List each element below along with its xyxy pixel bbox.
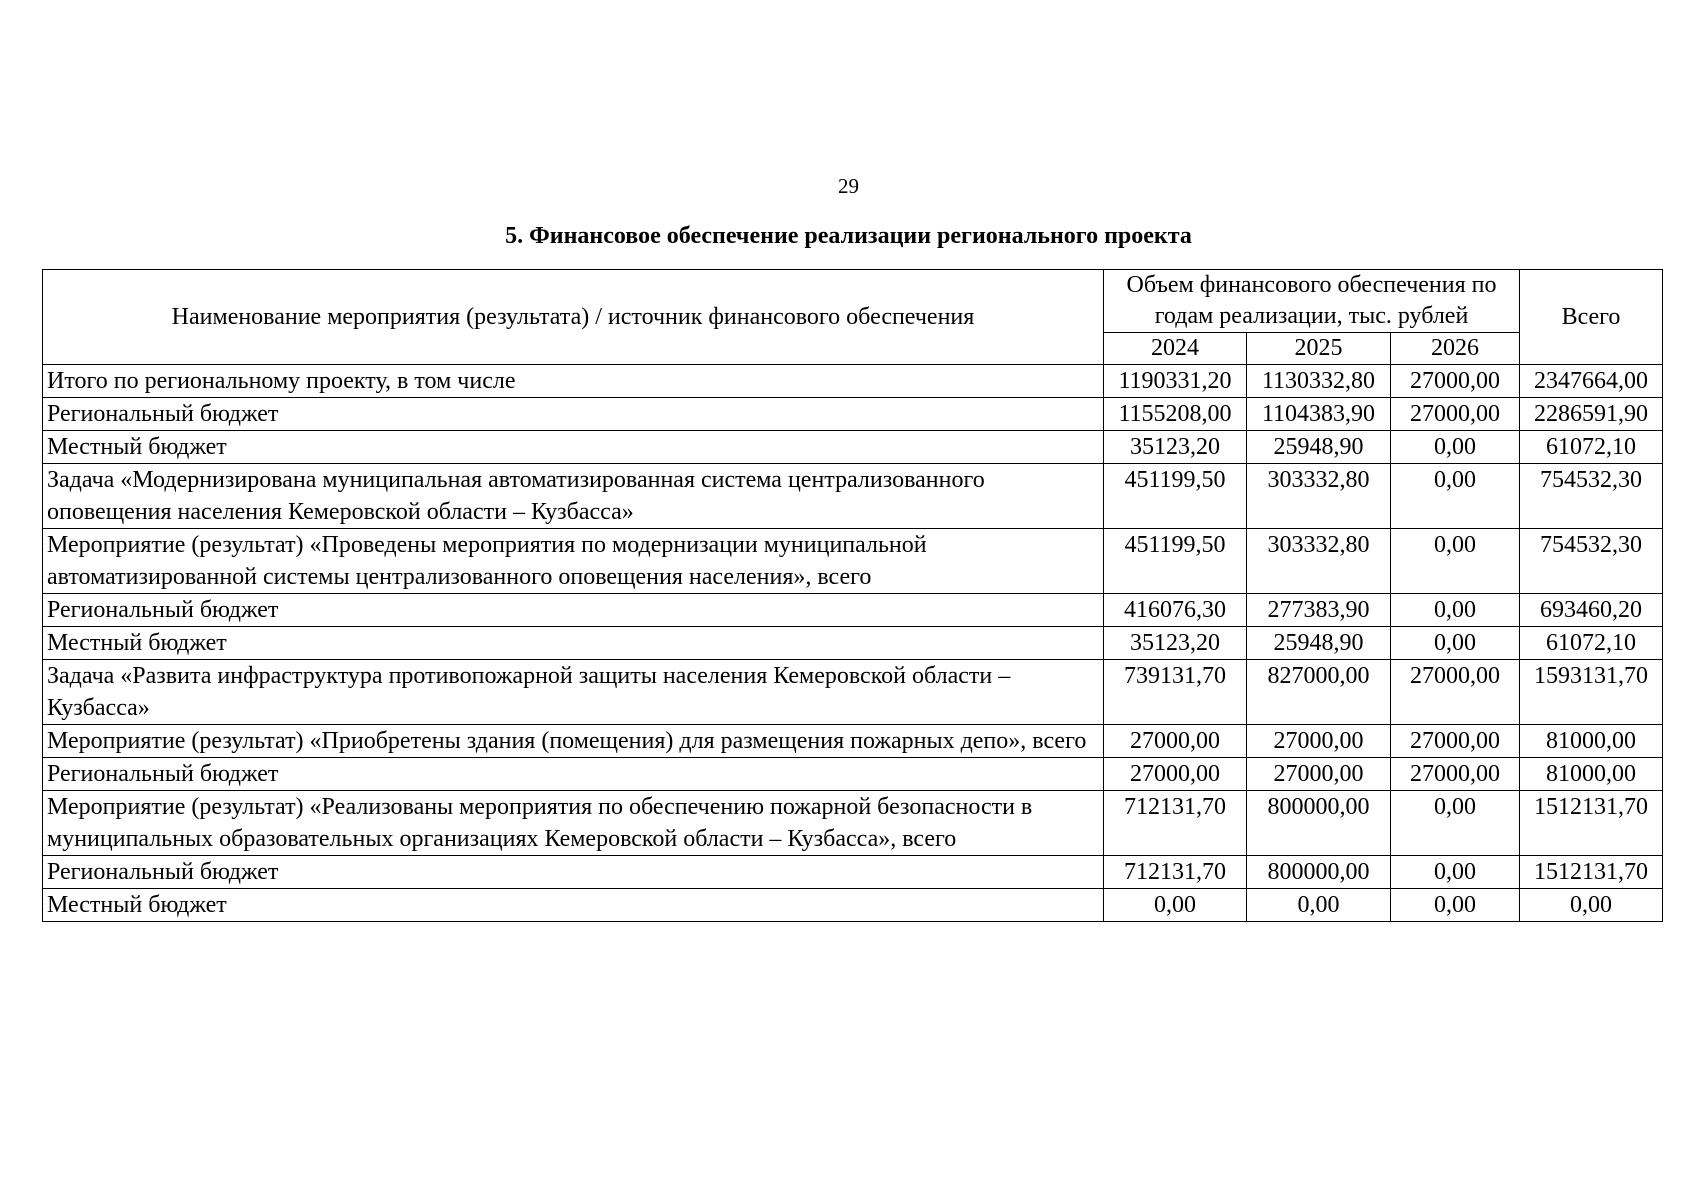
row-name-cell: Региональный бюджет [43,594,1104,627]
value-total-cell: 61072,10 [1520,627,1663,660]
value-2025-cell: 27000,00 [1247,725,1391,758]
value-2024-cell: 416076,30 [1104,594,1247,627]
value-2024-cell: 35123,20 [1104,627,1247,660]
value-total-cell: 1512131,70 [1520,856,1663,889]
value-2024-cell: 0,00 [1104,889,1247,922]
value-2025-cell: 303332,80 [1247,529,1391,594]
value-2025-cell: 1104383,90 [1247,398,1391,431]
table-body [43,365,1663,922]
value-2026-cell: 27000,00 [1391,758,1520,791]
value-2025-cell: 27000,00 [1247,758,1391,791]
value-2024-cell: 27000,00 [1104,758,1247,791]
row-name-cell: Местный бюджет [43,431,1104,464]
table-row [43,725,1663,758]
value-2024-cell: 1190331,20 [1104,365,1247,398]
header-total-column: Всего [1520,270,1663,365]
value-2025-cell: 800000,00 [1247,856,1391,889]
row-name-cell: Итого по региональному проекту, в том числе [43,365,1104,398]
value-total-cell: 61072,10 [1520,431,1663,464]
value-2026-cell: 0,00 [1391,431,1520,464]
page-number: 29 [838,174,859,198]
header-year-2025: 2025 [1247,333,1391,365]
value-2025-cell: 1130332,80 [1247,365,1391,398]
value-2025-cell: 0,00 [1247,889,1391,922]
header-year-2024: 2024 [1104,333,1247,365]
value-2026-cell: 0,00 [1391,594,1520,627]
value-total-cell: 0,00 [1520,889,1663,922]
value-2026-cell: 27000,00 [1391,660,1520,725]
table-header [43,270,1663,365]
row-name-cell: Региональный бюджет [43,758,1104,791]
row-name-cell: Задача «Модернизирована муниципальная автоматизированная система централизованного оповещения населения Кемеровской области – Кузбасса» [43,464,1104,529]
row-name-cell: Задача «Развита инфраструктура противопожарной защиты населения Кемеровской области – Кузбасса» [43,660,1104,725]
row-name-cell: Региональный бюджет [43,856,1104,889]
table-row [43,660,1663,725]
row-name-cell: Мероприятие (результат) «Проведены мероприятия по модернизации муниципальной автоматизированной системы централизованного оповещения населения», всего [43,529,1104,594]
value-total-cell: 81000,00 [1520,725,1663,758]
value-2024-cell: 35123,20 [1104,431,1247,464]
row-name-cell: Местный бюджет [43,627,1104,660]
value-total-cell: 1512131,70 [1520,791,1663,856]
table-row [43,431,1663,464]
value-2026-cell: 27000,00 [1391,725,1520,758]
table-row [43,889,1663,922]
row-name-cell: Региональный бюджет [43,398,1104,431]
value-2025-cell: 303332,80 [1247,464,1391,529]
value-2025-cell: 25948,90 [1247,431,1391,464]
header-volume-column: Объем финансового обеспечения по годам реализации, тыс. рублей [1104,270,1520,333]
table-row [43,856,1663,889]
header-year-2026: 2026 [1391,333,1520,365]
value-2025-cell: 800000,00 [1247,791,1391,856]
value-2024-cell: 739131,70 [1104,660,1247,725]
value-total-cell: 754532,30 [1520,464,1663,529]
value-2026-cell: 27000,00 [1391,365,1520,398]
value-total-cell: 693460,20 [1520,594,1663,627]
table-row [43,398,1663,431]
value-2026-cell: 27000,00 [1391,398,1520,431]
value-2024-cell: 451199,50 [1104,529,1247,594]
header-row [43,270,1663,333]
row-name-cell: Мероприятие (результат) «Реализованы мероприятия по обеспечению пожарной безопасности в муниципальных образовательных организациях Кемеровской области – Кузбасса», всего [43,791,1104,856]
value-2024-cell: 27000,00 [1104,725,1247,758]
table-row [43,529,1663,594]
row-name-cell: Мероприятие (результат) «Приобретены здания (помещения) для размещения пожарных депо», всего [43,725,1104,758]
value-2025-cell: 25948,90 [1247,627,1391,660]
value-2025-cell: 827000,00 [1247,660,1391,725]
value-total-cell: 2347664,00 [1520,365,1663,398]
value-2026-cell: 0,00 [1391,464,1520,529]
value-2026-cell: 0,00 [1391,791,1520,856]
value-total-cell: 1593131,70 [1520,660,1663,725]
table-row [43,758,1663,791]
value-2026-cell: 0,00 [1391,627,1520,660]
table-row [43,627,1663,660]
value-2026-cell: 0,00 [1391,889,1520,922]
table-row [43,791,1663,856]
value-2024-cell: 712131,70 [1104,791,1247,856]
header-name-column: Наименование мероприятия (результата) / источник финансового обеспечения [43,270,1104,365]
financing-table [42,269,1663,922]
value-total-cell: 2286591,90 [1520,398,1663,431]
value-total-cell: 754532,30 [1520,529,1663,594]
value-2026-cell: 0,00 [1391,856,1520,889]
value-total-cell: 81000,00 [1520,758,1663,791]
value-2025-cell: 277383,90 [1247,594,1391,627]
value-2026-cell: 0,00 [1391,529,1520,594]
value-2024-cell: 712131,70 [1104,856,1247,889]
value-2024-cell: 1155208,00 [1104,398,1247,431]
value-2024-cell: 451199,50 [1104,464,1247,529]
row-name-cell: Местный бюджет [43,889,1104,922]
section-title: 5. Финансовое обеспечение реализации регионального проекта [505,223,1192,249]
table-row [43,464,1663,529]
table-row [43,365,1663,398]
table-row [43,594,1663,627]
